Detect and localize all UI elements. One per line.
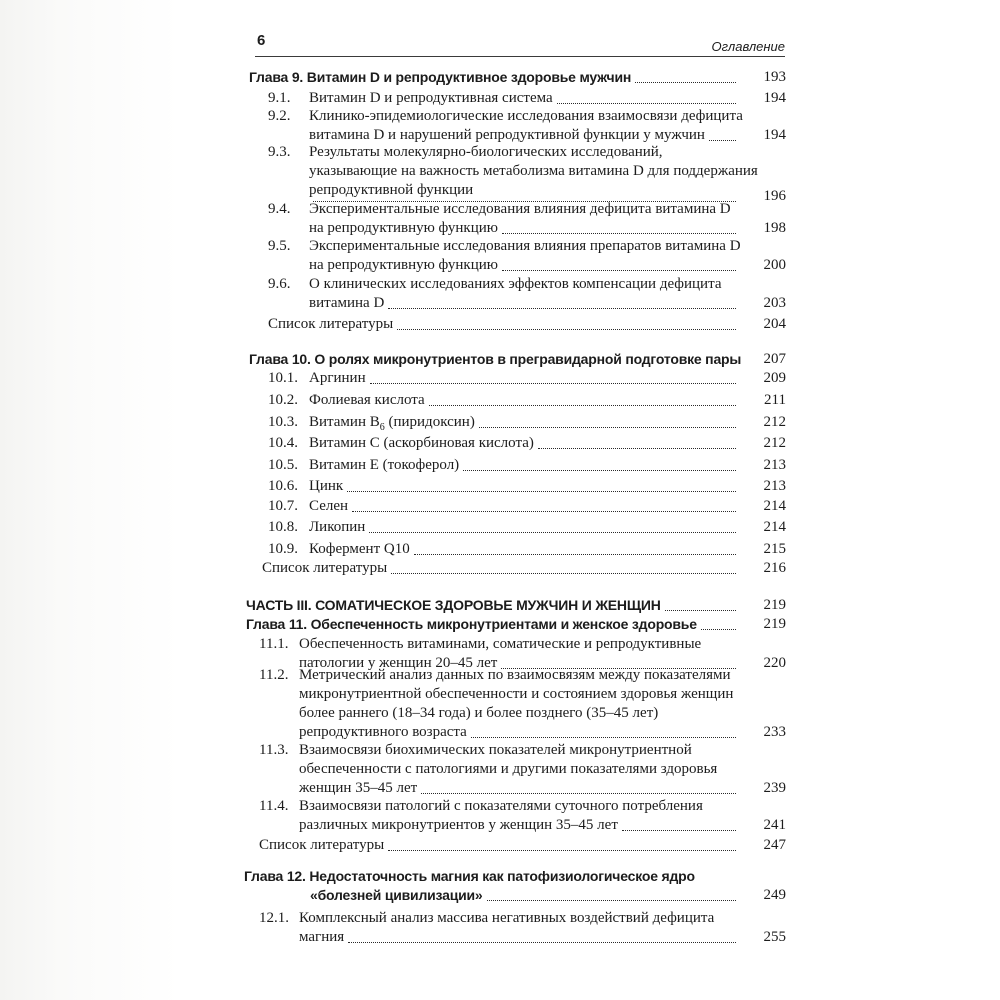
page-ref: 194 — [763, 127, 786, 143]
section-title-line: витамина D и нарушений репродуктивной функции у мужчин — [309, 127, 705, 143]
section-number: 10.6. — [268, 478, 298, 494]
dot-leader — [709, 139, 736, 141]
chapter-label: Глава 11 — [246, 616, 304, 632]
section-title-line: Взаимосвязи биохимических показателей микронутриентной — [299, 742, 692, 758]
section-number: 10.2. — [268, 392, 298, 408]
page-number: 6 — [257, 32, 266, 49]
dot-leader — [421, 792, 736, 794]
dot-leader — [388, 307, 736, 309]
section-title: Оглавление — [711, 39, 785, 54]
section-number: 11.4. — [259, 798, 289, 814]
part-label: ЧАСТЬ III — [246, 597, 308, 613]
part-title: . СОМАТИЧЕСКОЕ ЗДОРОВЬЕ МУЖЧИН И ЖЕНЩИН — [307, 597, 661, 613]
dot-leader — [347, 490, 736, 492]
dot-leader — [622, 829, 736, 831]
chapter-title: . Обеспеченность микронутриентами и женское здоровье — [303, 616, 697, 632]
page-ref: 247 — [763, 837, 786, 853]
page-ref: 241 — [763, 817, 786, 833]
page-ref: 209 — [763, 370, 786, 386]
page-ref: 213 — [763, 478, 786, 494]
page-ref: 233 — [763, 724, 786, 740]
section-title-line: обеспеченности с патологиями и другими показателями здоровья — [299, 761, 718, 777]
section-title: Фолиевая кислота — [309, 392, 425, 408]
page-ref: 215 — [763, 541, 786, 557]
section-title: Витамин C (аскорбиновая кислота) — [309, 435, 534, 451]
section-number: 10.8. — [268, 519, 298, 535]
section-title: Цинк — [309, 478, 344, 494]
page-ref: 204 — [763, 316, 786, 332]
dot-leader — [471, 736, 736, 738]
section-title: Ликопин — [309, 519, 366, 535]
section-title-line: на репродуктивную функцию — [309, 220, 498, 236]
page-ref: 200 — [763, 257, 786, 273]
section-number: 9.4. — [268, 201, 291, 217]
section-title-line: витамина D — [309, 295, 385, 311]
section-number: 10.3. — [268, 414, 298, 430]
dot-leader — [397, 328, 736, 330]
page-ref: 219 — [763, 616, 786, 632]
section-number: 10.7. — [268, 498, 298, 514]
section-number: 11.3. — [259, 742, 289, 758]
section-title-line: патологии у женщин 20–45 лет — [299, 655, 498, 671]
dot-leader — [388, 849, 736, 851]
section-title-line: Экспериментальные исследования влияния дефицита витамина D — [309, 201, 731, 217]
section-number: 9.5. — [268, 238, 291, 254]
section-number: 11.2. — [259, 667, 289, 683]
section-number: 10.9. — [268, 541, 298, 557]
dot-leader — [665, 609, 736, 611]
section-number: 9.3. — [268, 144, 291, 160]
dot-leader — [635, 81, 736, 83]
section-title: Кофермент Q10 — [309, 541, 410, 557]
section-title-line: Взаимосвязи патологий с показателями суточного потребления — [299, 798, 703, 814]
chapter-label: Глава 12 — [244, 868, 302, 884]
dot-leader — [429, 404, 736, 406]
dot-leader — [479, 426, 736, 428]
page-ref: 219 — [763, 597, 786, 613]
chapter-title-line: . Недостаточность магния как патофизиологическое ядро — [302, 868, 695, 884]
page-ref: 194 — [763, 90, 786, 106]
page-ref: 214 — [763, 519, 786, 535]
dot-leader — [538, 447, 736, 449]
section-title: Селен — [309, 498, 349, 514]
section-number: 12.1. — [259, 910, 289, 926]
section-title-line: указывающие на важность метаболизма витамина D для поддержания — [309, 163, 758, 179]
page-ref: 249 — [763, 887, 786, 903]
page-ref: 212 — [763, 414, 786, 430]
section-title: Аргинин — [309, 370, 366, 386]
dot-leader — [352, 510, 736, 512]
page-ref: 216 — [763, 560, 786, 576]
chapter-label: Глава 9 — [249, 69, 300, 85]
page-ref: 220 — [763, 655, 786, 671]
dot-leader — [370, 382, 736, 384]
section-number: 11.1. — [259, 636, 289, 652]
chapter-title: . О ролях микронутриентов в прегравидарной подготовке пары — [307, 351, 742, 367]
references-title: Список литературы — [262, 560, 388, 576]
section-title-line: магния — [299, 929, 345, 945]
page-ref: 239 — [763, 780, 786, 796]
page-ref: 213 — [763, 457, 786, 473]
dot-leader — [557, 102, 736, 104]
section-title-line: Обеспеченность витаминами, соматические и репродуктивные — [299, 636, 702, 652]
page-ref: 214 — [763, 498, 786, 514]
section-title-line: женщин 35–45 лет — [299, 780, 418, 796]
section-title-line: Экспериментальные исследования влияния препаратов витамина D — [309, 238, 741, 254]
chapter-label: Глава 10 — [249, 351, 307, 367]
references-title: Список литературы — [259, 837, 385, 853]
section-title-line: Метрический анализ данных по взаимосвязям между показателями — [299, 667, 731, 683]
section-title-line: микронутриентной обеспеченности и состоянием здоровья женщин — [299, 686, 734, 702]
section-title-line: О клинических исследованиях эффектов компенсации дефицита — [309, 276, 722, 292]
page-ref: 212 — [763, 435, 786, 451]
section-title-line: на репродуктивную функцию — [309, 257, 498, 273]
dot-leader — [463, 469, 736, 471]
section-title-line: Комплексный анализ массива негативных воздействий дефицита — [299, 910, 715, 926]
dot-leader — [502, 232, 736, 234]
dot-leader — [391, 572, 736, 574]
section-title-line: репродуктивной функции — [309, 182, 474, 198]
page-ref: 203 — [763, 295, 786, 311]
page-ref: 255 — [763, 929, 786, 945]
page-ref: 193 — [763, 69, 786, 85]
dot-leader — [701, 628, 736, 630]
section-title-line: Результаты молекулярно-биологических исследований, — [309, 144, 663, 160]
chapter-title: . Витамин D и репродуктивное здоровье мужчин — [299, 69, 632, 85]
page-ref: 196 — [763, 188, 786, 204]
references-title: Список литературы — [268, 316, 394, 332]
page-ref: 198 — [763, 220, 786, 236]
dot-leader — [414, 553, 736, 555]
page-ref: 211 — [764, 392, 786, 408]
section-title-line: более раннего (18–34 года) и более позднего (35–45 лет) — [299, 705, 659, 721]
dot-leader — [502, 269, 736, 271]
section-title-line: различных микронутриентов у женщин 35–45 лет — [299, 817, 618, 833]
section-number: 9.1. — [268, 90, 291, 106]
section-number: 10.1. — [268, 370, 298, 386]
section-title: Витамин D и репродуктивная система — [309, 90, 553, 106]
dot-leader — [348, 941, 736, 943]
section-number: 9.6. — [268, 276, 291, 292]
section-title-line: Клинико-эпидемиологические исследования взаимосвязи дефицита — [309, 108, 743, 124]
dot-leader — [487, 899, 736, 901]
section-title: Витамин $B_6$ (пиридоксин) — [309, 414, 475, 433]
page-ref: 207 — [763, 351, 786, 367]
chapter-title-line: «болезней цивилизации» — [310, 887, 483, 903]
section-title-line: репродуктивного возраста — [299, 724, 467, 740]
section-number: 9.2. — [268, 108, 291, 124]
section-number: 10.4. — [268, 435, 298, 451]
dot-leader — [369, 531, 736, 533]
section-number: 10.5. — [268, 457, 298, 473]
section-title: Витамин E (токоферол) — [309, 457, 460, 473]
